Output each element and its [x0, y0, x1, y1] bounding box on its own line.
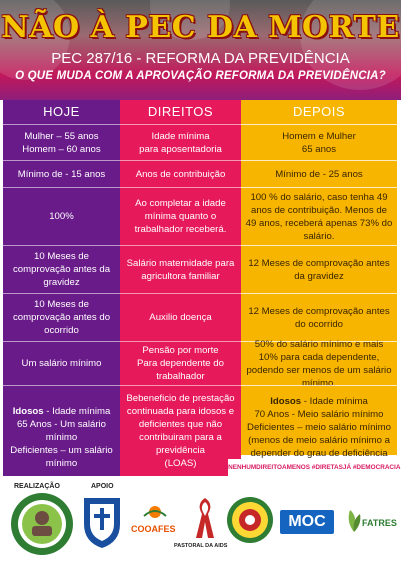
fatres-label: FATRES [362, 518, 397, 528]
moc-label: MOC [288, 513, 326, 530]
poster-question: O QUE MUDA COM A APROVAÇÃO REFORMA DA PREVIDÊNCIA? [15, 70, 386, 82]
cell-depois-7-bold: Idosos [270, 395, 302, 407]
column-hoje [3, 100, 120, 476]
cell-depois-1: Homem e Mulher 65 anos [241, 124, 397, 160]
cell-hoje-5: 10 Meses de comprovação antes do ocorrido [3, 293, 120, 341]
poster-title: NÃO À PEC DA MORTE [1, 10, 400, 45]
hashtags-banner: #NENHUMDIREITOAMENOS #DIRETASJÁ #DEMOCRACIA [228, 459, 397, 476]
cell-depois-2: Mínimo de - 25 anos [241, 160, 397, 187]
pastoral-label: PASTORAL DA AIDS [174, 543, 228, 549]
cell-hoje-1: Mulher – 55 anos Homem – 60 anos [3, 124, 120, 160]
cell-direitos-7: Bebeneficio de prestação continuada para idosos e deficientes que não contribuiram para a previdência (LOAS) [120, 385, 241, 476]
cell-direitos-3: Ao completar a idade mínima quanto o trabalhador receberá. [120, 187, 241, 245]
label-apoio: APOIO [91, 483, 114, 490]
cell-direitos-2: Anos de contribuição [120, 160, 241, 187]
label-realizacao: REALIZAÇÃO [14, 483, 60, 490]
union-seal-logo [10, 492, 74, 556]
cell-hoje-2: Mínimo de - 15 anos [3, 160, 120, 187]
column-header-depois: DEPOIS [292, 104, 346, 119]
cell-depois-7-rest: - Idade mínima 70 Anos - Meio salário mínimo Deficientes – meio salário mínimo (menos de meio salário mínimo a depender do grau de deficiência [247, 395, 391, 459]
comparison-table [3, 100, 397, 476]
cell-depois-7 [241, 385, 397, 459]
diocese-shield-logo [80, 494, 124, 552]
footer-logos [0, 476, 401, 561]
column-direitos [120, 100, 241, 476]
cell-depois-4: 12 Meses de comprovação antes da gravidez [241, 245, 397, 293]
poster-subtitle: PEC 287/16 - REFORMA DA PREVIDÊNCIA [51, 50, 350, 67]
cell-hoje-7-bold: Idosos [12, 406, 44, 417]
cell-depois-6: 50% do salário mínimo e mais 10% para cada dependente, podendo ser menos de um salário mínimo. [241, 341, 397, 385]
cooafes-label: COOAFES [131, 524, 176, 534]
aids-ribbon-icon [194, 496, 216, 540]
cell-depois-3: 100 % do salário, caso tenha 49 anos de contribuição. Menos de 49 anos, receberá apenas 73% do salário. [241, 187, 397, 245]
column-header-hoje: HOJE [43, 104, 80, 119]
cell-hoje-4: 10 Meses de comprovação antes da gravidez [3, 245, 120, 293]
cell-direitos-1: Idade mínima para aposentadoria [120, 124, 241, 160]
cell-depois-5: 12 Meses de comprovação antes do ocorrido [241, 293, 397, 341]
cell-direitos-6: Pensão por morte Para dependente do trabalhador [120, 341, 241, 385]
cell-direitos-4: Salário maternidade para agricultora familiar [120, 245, 241, 293]
column-header-direitos: DIREITOS [147, 104, 214, 119]
poster-header [0, 0, 401, 100]
moc-logo [280, 510, 334, 534]
cell-hoje-7-rest: - Idade mínima 65 Anos - Um salário mínimo Deficientes – um salário mínimo [10, 406, 113, 469]
cell-hoje-6: Um salário mínimo [3, 341, 120, 385]
cell-direitos-5: Auxilio doença [120, 293, 241, 341]
cell-hoje-3: 100% [3, 187, 120, 245]
fatres-leaf-icon [344, 506, 364, 534]
cell-hoje-7 [3, 385, 120, 476]
column-depois [241, 100, 397, 459]
association-round-logo [226, 496, 274, 544]
